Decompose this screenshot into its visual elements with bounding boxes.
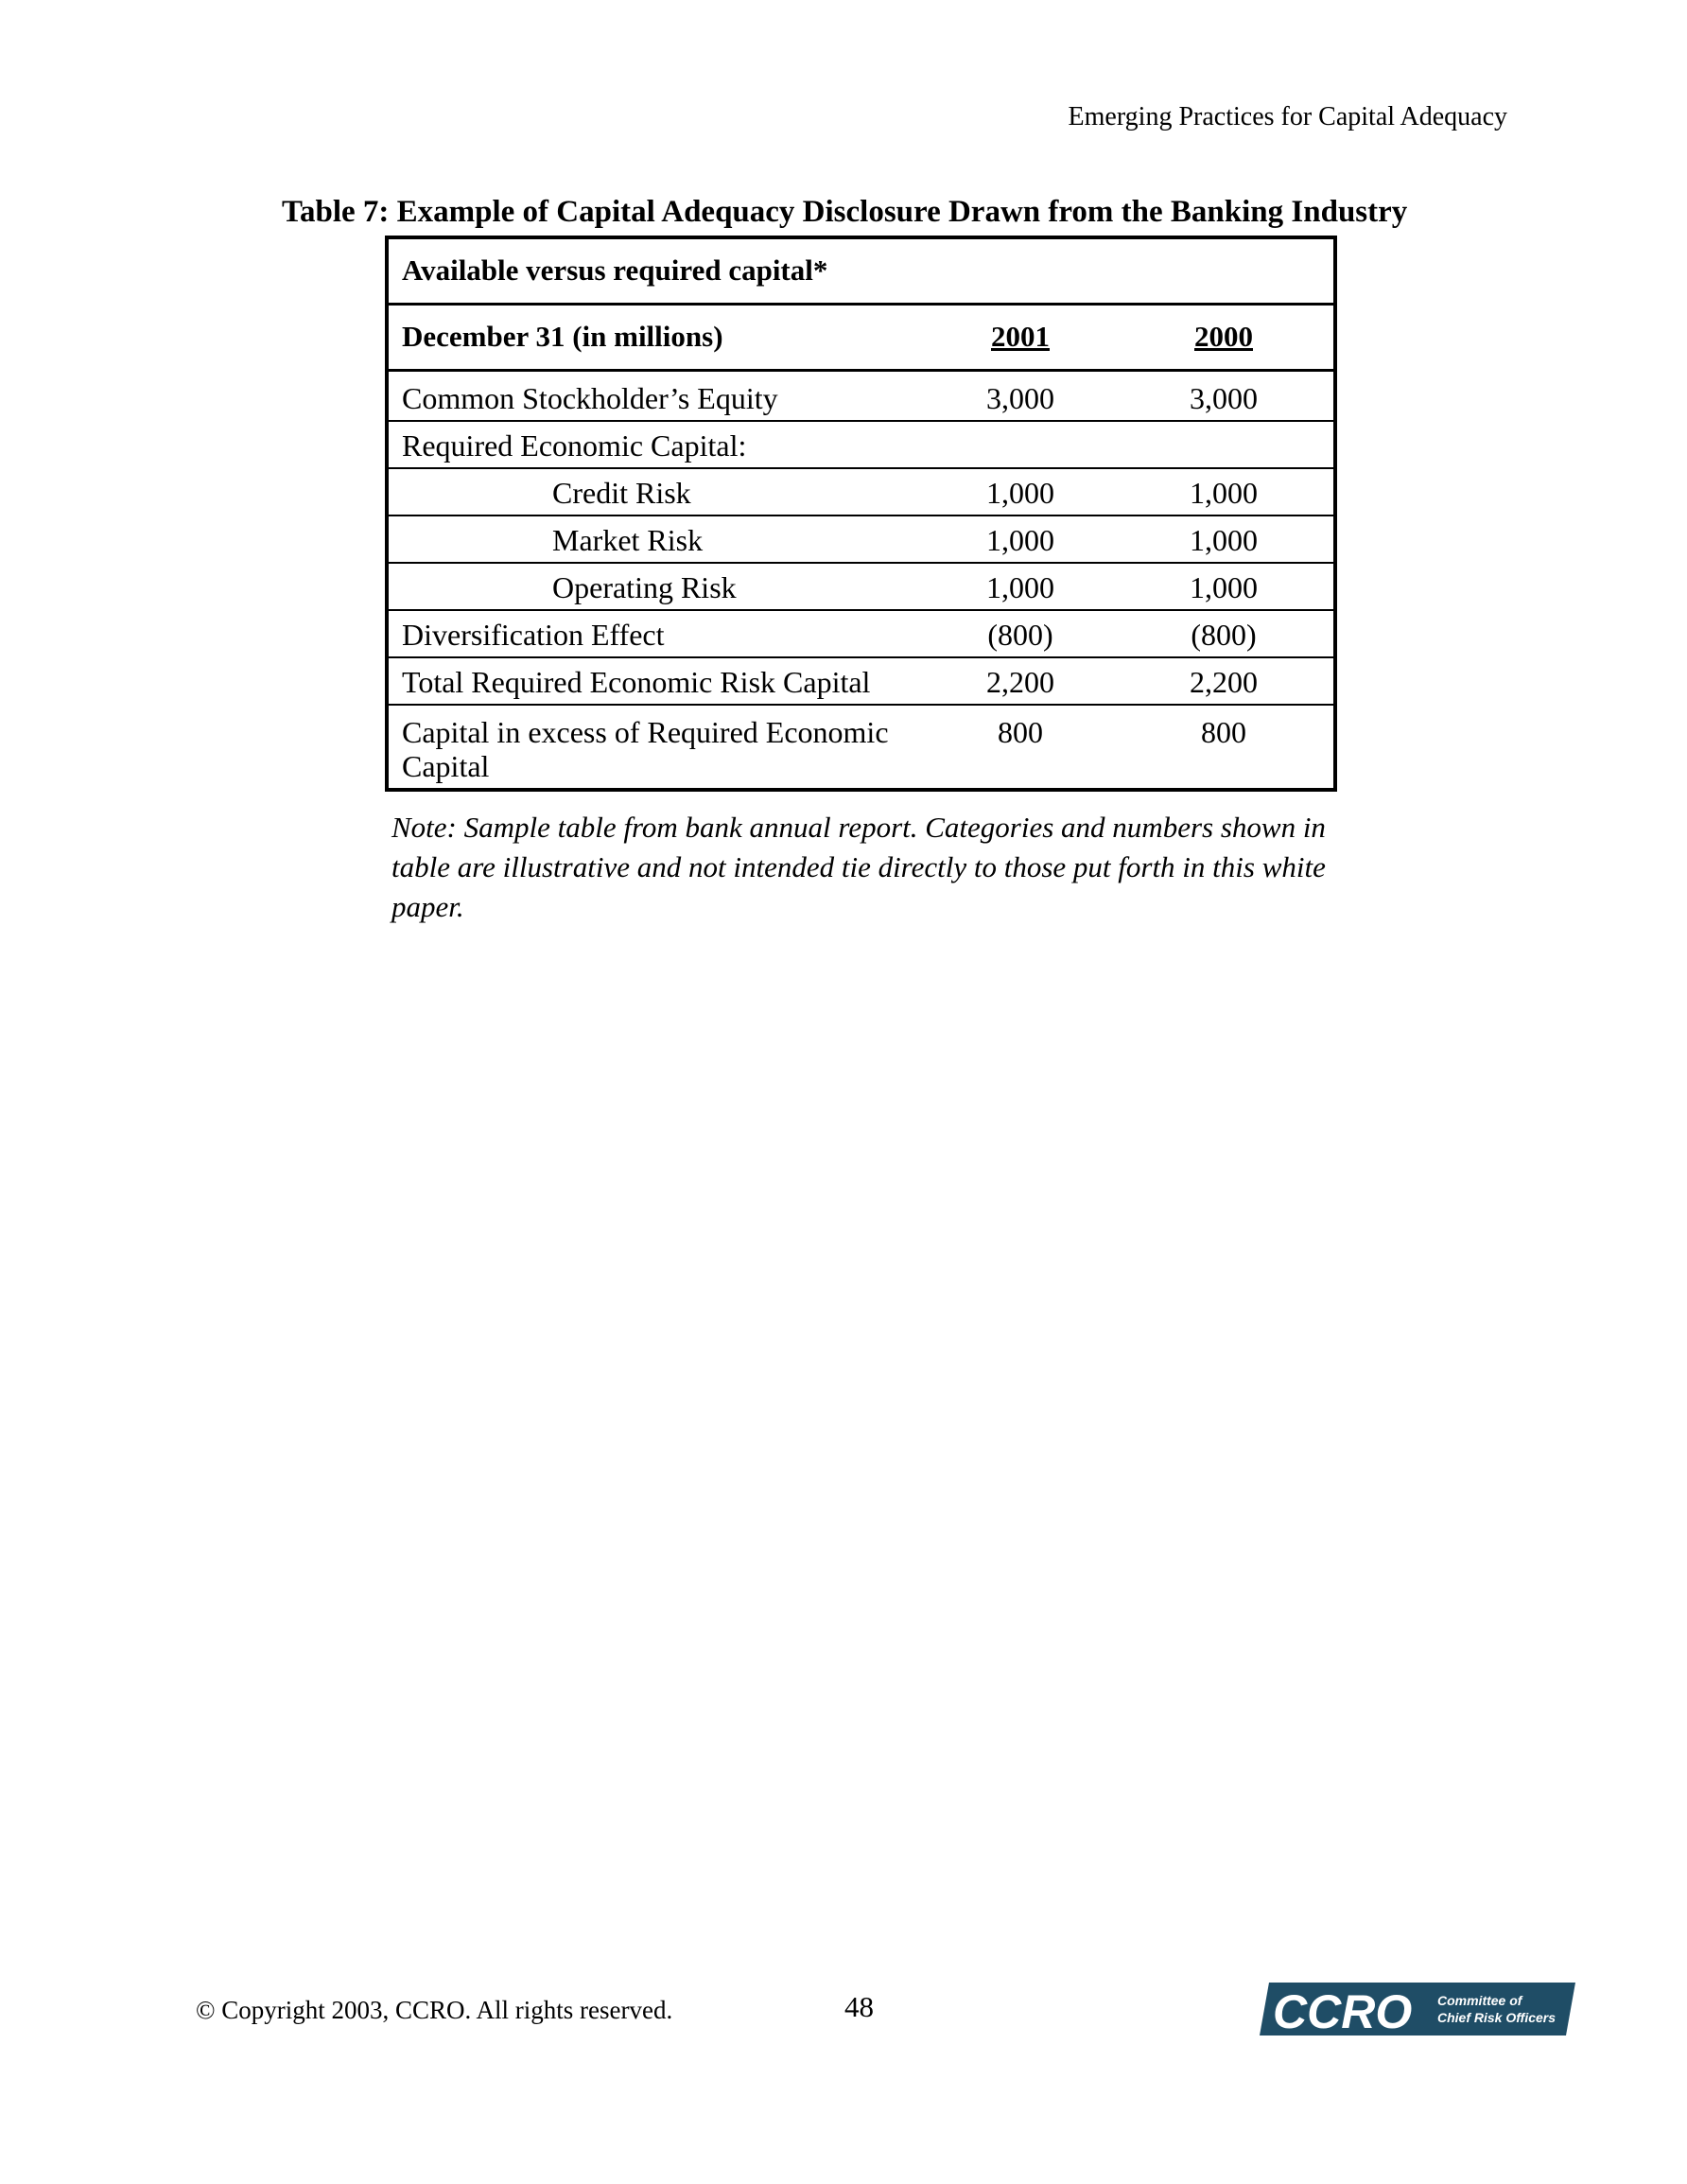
row-value-2001: 1,000 xyxy=(927,563,1131,610)
table-row xyxy=(387,515,1335,563)
table-row xyxy=(387,370,1335,421)
table-row xyxy=(387,610,1335,657)
table-row xyxy=(387,563,1335,610)
table-title: Available versus required capital* xyxy=(387,237,1335,304)
capital-adequacy-table xyxy=(385,236,1337,792)
row-label: Required Economic Capital: xyxy=(387,421,927,468)
table-title-row xyxy=(387,237,1335,304)
column-header-row xyxy=(387,304,1335,370)
row-value-2000: 1,000 xyxy=(1131,468,1335,515)
logo-mark: CCRO xyxy=(1273,1985,1413,2035)
row-value-2000: 2,200 xyxy=(1131,657,1335,705)
logo-tagline-line1: Committee of xyxy=(1437,1993,1522,2008)
row-label: Capital in excess of Required Economic Capital xyxy=(387,705,927,790)
logo-tagline-line2: Chief Risk Officers xyxy=(1437,2010,1557,2025)
row-value-2001: 3,000 xyxy=(927,370,1131,421)
row-value-2001: 1,000 xyxy=(927,515,1131,563)
column-header-2001: 2001 xyxy=(927,304,1131,370)
table-row xyxy=(387,468,1335,515)
row-label: Diversification Effect xyxy=(387,610,927,657)
table-row xyxy=(387,657,1335,705)
row-value-2000: 3,000 xyxy=(1131,370,1335,421)
row-label: Common Stockholder’s Equity xyxy=(387,370,927,421)
column-header-2000: 2000 xyxy=(1131,304,1335,370)
row-label: Total Required Economic Risk Capital xyxy=(387,657,927,705)
table-row xyxy=(387,705,1335,790)
row-value-2001 xyxy=(927,421,1131,468)
table-caption: Table 7: Example of Capital Adequacy Disclosure Drawn from the Banking Industry xyxy=(282,195,1408,229)
page-number: 48 xyxy=(844,1990,874,2023)
table-row xyxy=(387,421,1335,468)
row-value-2001: (800) xyxy=(927,610,1131,657)
table-note: Note: Sample table from bank annual report. Categories and numbers shown in table are illustrative and not intended tie directly to those put forth in this white paper. xyxy=(391,811,1326,923)
row-label: Operating Risk xyxy=(387,563,927,610)
ccro-logo xyxy=(1260,1983,1575,2035)
row-value-2000: 1,000 xyxy=(1131,515,1335,563)
running-header: Emerging Practices for Capital Adequacy xyxy=(1068,102,1507,131)
row-value-2000: 1,000 xyxy=(1131,563,1335,610)
copyright-notice: © Copyright 2003, CCRO. All rights reserved. xyxy=(196,1996,673,2024)
row-value-2001: 1,000 xyxy=(927,468,1131,515)
row-value-2000: (800) xyxy=(1131,610,1335,657)
row-value-2000 xyxy=(1131,421,1335,468)
row-value-2001: 800 xyxy=(927,705,1131,790)
row-label: Market Risk xyxy=(387,515,927,563)
row-value-2000: 800 xyxy=(1131,705,1335,790)
row-value-2001: 2,200 xyxy=(927,657,1131,705)
row-label: Credit Risk xyxy=(387,468,927,515)
column-header-label: December 31 (in millions) xyxy=(387,304,927,370)
